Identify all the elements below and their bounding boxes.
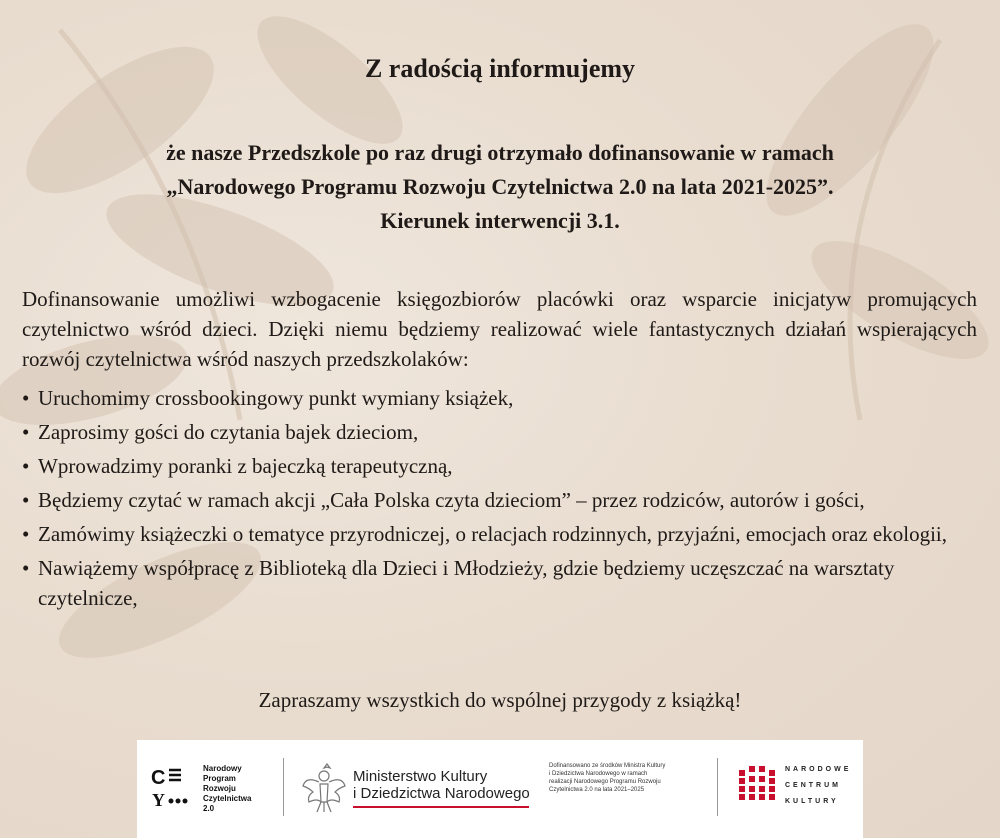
svg-text:Y: Y bbox=[152, 790, 165, 808]
subtitle-line-1: że nasze Przedszkole po raz drugi otrzymało dofinansowanie w ramach bbox=[166, 140, 834, 165]
nprc-logo: C Y Narodowy Program Rozwoju Czytelnictwa 2.0 bbox=[151, 764, 252, 813]
list-item: • Będziemy czytać w ramach akcji „Cała Polska czyta dzieciom” – przez rodziców, autorów i gości, bbox=[22, 485, 982, 515]
ministry-name-line-1: Ministerstwo Kultury bbox=[353, 768, 488, 785]
ministry-name-line-2: i Dziedzictwa Narodowego bbox=[353, 785, 530, 802]
list-item: • Nawiążemy współpracę z Biblioteką dla Dzieci i Młodzieży, gdzie będziemy uczęszczać na warsztaty czytelnicze, bbox=[22, 553, 982, 613]
sponsor-logos-bar bbox=[137, 740, 863, 838]
nprc-mark-icon bbox=[151, 764, 191, 808]
list-item: • Zamówimy książeczki o tematyce przyrodniczej, o relacjach rodzinnych, przyjaźni, emocjach oraz ekologii, bbox=[22, 519, 982, 549]
subtitle-line-3: Kierunek interwencji 3.1. bbox=[380, 208, 620, 233]
bullet-icon: • bbox=[22, 454, 30, 478]
ministry-red-underline bbox=[353, 806, 529, 808]
bullet-icon: • bbox=[22, 386, 30, 410]
svg-text:C: C bbox=[151, 767, 166, 789]
bullet-icon: • bbox=[22, 420, 30, 444]
announcement-title: Z radością informujemy bbox=[364, 54, 636, 83]
nck-logo: NARODOWE CENTRUM KULTURY bbox=[737, 762, 857, 812]
closing-invitation: Zapraszamy wszystkich do wspólnej przygody z książką! bbox=[258, 688, 742, 712]
nck-crown-icon bbox=[737, 764, 777, 806]
bullet-icon: • bbox=[22, 522, 30, 546]
logo-divider bbox=[283, 758, 284, 816]
funding-statement: Dofinansowano ze środków Ministra Kultury i Dziedzictwa Narodowego w ramach realizacji Narodowego Programu Rozwoju Czytelnictwa 2.0 na lata 2021–2025 bbox=[549, 763, 666, 793]
list-item: • Uruchomimy crossbookingowy punkt wymiany książek, bbox=[22, 383, 982, 413]
bullet-icon: • bbox=[22, 488, 30, 512]
intro-paragraph: Dofinansowanie umożliwi wzbogacenie księgozbiorów placówki oraz wsparcie inicjatyw promujących czytelnictwo wśród dzieci. Dzięki niemu będziemy realizować wiele fantastycznych działań wspierających rozwój czytelnictwa wśród naszych przedszkolaków: bbox=[22, 287, 977, 371]
list-item: • Zaprosimy gości do czytania bajek dzieciom, bbox=[22, 417, 982, 447]
eagle-emblem-icon bbox=[301, 762, 347, 814]
activities-list bbox=[22, 383, 982, 617]
subtitle-line-2: „Narodowego Programu Rozwoju Czytelnictwa 2.0 na lata 2021-2025”. bbox=[166, 174, 834, 199]
announcement-subtitle bbox=[0, 136, 1000, 238]
bullet-icon: • bbox=[22, 556, 30, 580]
list-item: • Wprowadzimy poranki z bajeczką terapeutyczną, bbox=[22, 451, 982, 481]
logo-divider bbox=[717, 758, 718, 816]
ministry-logo bbox=[301, 760, 531, 822]
